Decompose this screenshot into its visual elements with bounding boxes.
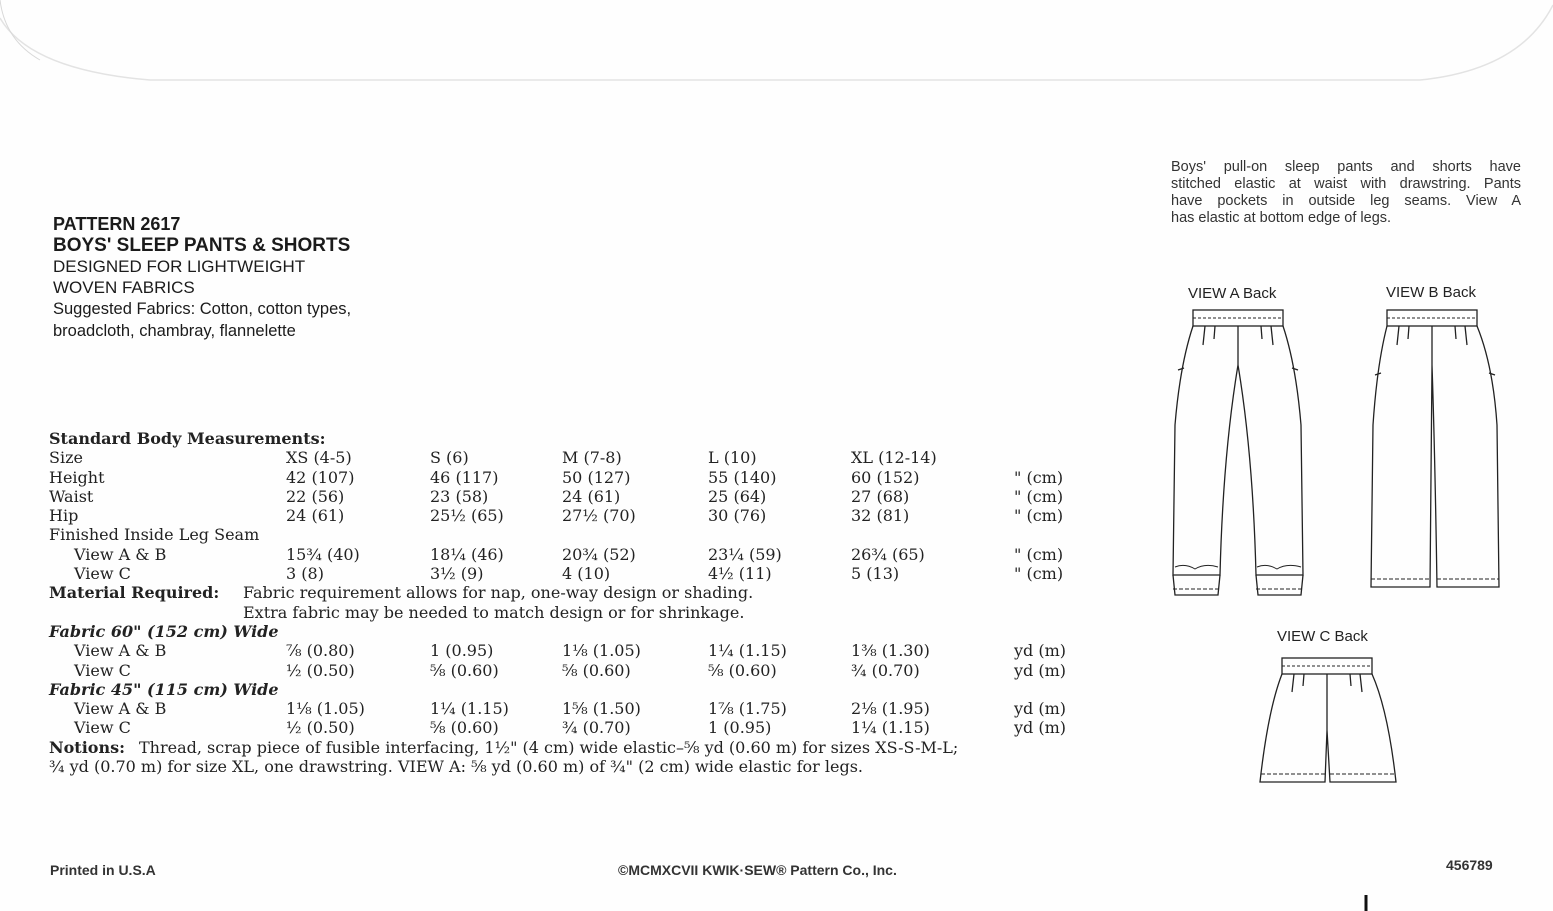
inseam-ab-row (48, 545, 1148, 564)
description-line: stitched elastic at waist with drawstring. Pants (1171, 176, 1521, 192)
table-cell: 27½ (70) (562, 506, 636, 526)
row-label: View C (74, 660, 131, 680)
suggested-fabrics-line-1: Suggested Fabrics: Cotton, cotton types, (53, 300, 352, 318)
row-label: View A & B (74, 641, 167, 661)
table-cell: 1⅞ (1.75) (708, 699, 787, 719)
suggested-fabrics-line-2: broadcloth, chambray, flannelette (53, 322, 296, 340)
material-text-1: Fabric requirement allows for nap, one-way design or shading. (243, 583, 754, 603)
unit-label: " (cm) (1014, 506, 1064, 526)
row-label: View C (74, 718, 131, 738)
table-cell: ⅝ (0.60) (708, 660, 777, 680)
fabric45-ab-row (48, 699, 1148, 718)
table-cell: 46 (117) (430, 467, 499, 487)
fabric-60-heading: Fabric 60" (152 cm) Wide (49, 621, 279, 641)
table-cell: ⅝ (0.60) (430, 718, 499, 738)
fabric60-c-row (48, 661, 1148, 680)
table-cell: 25 (64) (708, 486, 767, 506)
table-cell: 4½ (11) (708, 564, 772, 584)
description-line: have pockets in outside leg seams. View A (1171, 193, 1521, 209)
subtitle-line-1: DESIGNED FOR LIGHTWEIGHT (53, 257, 306, 276)
copyright-label: ©MCMXCVII KWIK·SEW® Pattern Co., Inc. (618, 862, 897, 878)
size-row (48, 448, 1148, 467)
unit-label: " (cm) (1014, 486, 1064, 506)
waist-row (48, 487, 1148, 506)
row-label: View A & B (74, 544, 167, 564)
measurements-heading: Standard Body Measurements: (49, 429, 326, 448)
table-cell: 15¾ (40) (286, 544, 360, 564)
pattern-header (53, 214, 351, 342)
table-cell: 26¾ (65) (851, 544, 925, 564)
unit-label: yd (m) (1014, 660, 1067, 680)
fabric-45-heading: Fabric 45" (115 cm) Wide (49, 679, 279, 699)
table-cell: 42 (107) (286, 467, 355, 487)
material-row (48, 583, 1148, 602)
notions-text-2: ¾ yd (0.70 m) for size XL, one drawstring. VIEW A: ⅝ yd (0.60 m) of ¾" (2 cm) wide elastic for legs. (49, 757, 863, 777)
inseam-c-row (48, 564, 1148, 583)
pattern-title: BOYS' SLEEP PANTS & SHORTS (53, 235, 351, 256)
table-cell: ⅞ (0.80) (286, 641, 355, 661)
size-header: S (6) (430, 448, 469, 468)
height-row (48, 468, 1148, 487)
size-header: M (7-8) (562, 448, 622, 468)
table-cell: 1⅛ (1.05) (562, 641, 641, 661)
unit-label: yd (m) (1014, 699, 1067, 719)
table-cell: 24 (61) (286, 506, 345, 526)
row-label: View C (74, 564, 131, 584)
table-cell: 50 (127) (562, 467, 631, 487)
table-cell: 18¼ (46) (430, 544, 504, 564)
unit-label: " (cm) (1014, 544, 1064, 564)
table-cell: 1⅜ (1.30) (851, 641, 930, 661)
table-cell: 60 (152) (851, 467, 920, 487)
table-cell: 2⅛ (1.95) (851, 699, 930, 719)
notions-label: Notions: (49, 737, 125, 757)
unit-label: yd (m) (1014, 641, 1067, 661)
view-a-pants-illustration (1165, 305, 1310, 600)
table-cell: 24 (61) (562, 486, 621, 506)
table-cell: ½ (0.50) (286, 660, 355, 680)
view-a-label: VIEW A Back (1188, 285, 1277, 302)
table-cell: 22 (56) (286, 486, 345, 506)
description-line: Boys' pull-on sleep pants and shorts have (1171, 159, 1521, 175)
table-cell: ¾ (0.70) (562, 718, 631, 738)
unit-label: yd (m) (1014, 718, 1067, 738)
table-cell: ⅝ (0.60) (562, 660, 631, 680)
table-cell: ½ (0.50) (286, 718, 355, 738)
table-cell: 32 (81) (851, 506, 910, 526)
fabric45-c-row (48, 718, 1148, 737)
table-cell: ⅝ (0.60) (430, 660, 499, 680)
fabric60-ab-row (48, 641, 1148, 660)
row-label: Waist (49, 486, 94, 506)
table-cell: 1¼ (1.15) (430, 699, 509, 719)
table-cell: 1¼ (1.15) (851, 718, 930, 738)
subtitle-line-2: WOVEN FABRICS (53, 278, 195, 297)
row-label: View A & B (74, 699, 167, 719)
notions-row (48, 738, 1148, 757)
table-cell: 1¼ (1.15) (708, 641, 787, 661)
view-b-label: VIEW B Back (1386, 284, 1477, 301)
unit-label: " (cm) (1014, 564, 1064, 584)
size-header: XS (4-5) (286, 448, 352, 468)
description-line: has elastic at bottom edge of legs. (1171, 210, 1392, 226)
pattern-code: 456789 (1446, 857, 1493, 873)
table-cell: 23 (58) (430, 486, 489, 506)
material-label: Material Required: (49, 583, 220, 603)
table-cell: 1 (0.95) (430, 641, 494, 661)
inseam-heading: Finished Inside Leg Seam (49, 525, 260, 545)
view-c-shorts-illustration (1250, 650, 1405, 790)
table-cell: 30 (76) (708, 506, 767, 526)
view-c-label: VIEW C Back (1277, 628, 1368, 645)
material-text-2: Extra fabric may be needed to match design or for shrinkage. (243, 602, 745, 622)
table-cell: 5 (13) (851, 564, 900, 584)
table-cell: 4 (10) (562, 564, 611, 584)
row-label: Hip (49, 506, 79, 526)
size-header: XL (12-14) (851, 448, 937, 468)
table-cell: 23¼ (59) (708, 544, 782, 564)
hip-row (48, 506, 1148, 525)
table-cell: ¾ (0.70) (851, 660, 920, 680)
table-cell: 25½ (65) (430, 506, 504, 526)
row-label: Height (49, 467, 105, 487)
table-cell: 1⅝ (1.50) (562, 699, 641, 719)
printed-in-label: Printed in U.S.A (50, 862, 156, 878)
table-cell: 27 (68) (851, 486, 910, 506)
table-cell: 55 (140) (708, 467, 777, 487)
table-cell: 1 (0.95) (708, 718, 772, 738)
pattern-number: PATTERN 2617 (53, 214, 181, 234)
view-b-pants-illustration (1365, 305, 1505, 595)
garment-description (1171, 159, 1521, 227)
unit-label: " (cm) (1014, 467, 1064, 487)
measurements-table (48, 429, 1148, 776)
table-cell: 3 (8) (286, 564, 324, 584)
size-header: L (10) (708, 448, 757, 468)
notions-text-1: Thread, scrap piece of fusible interfacing, 1½" (4 cm) wide elastic–⅝ yd (0.60 m) for sizes XS-S-M-L; (139, 737, 959, 757)
table-cell: 1⅛ (1.05) (286, 699, 365, 719)
size-label: Size (49, 448, 83, 468)
table-cell: 3½ (9) (430, 564, 484, 584)
table-cell: 20¾ (52) (562, 544, 636, 564)
